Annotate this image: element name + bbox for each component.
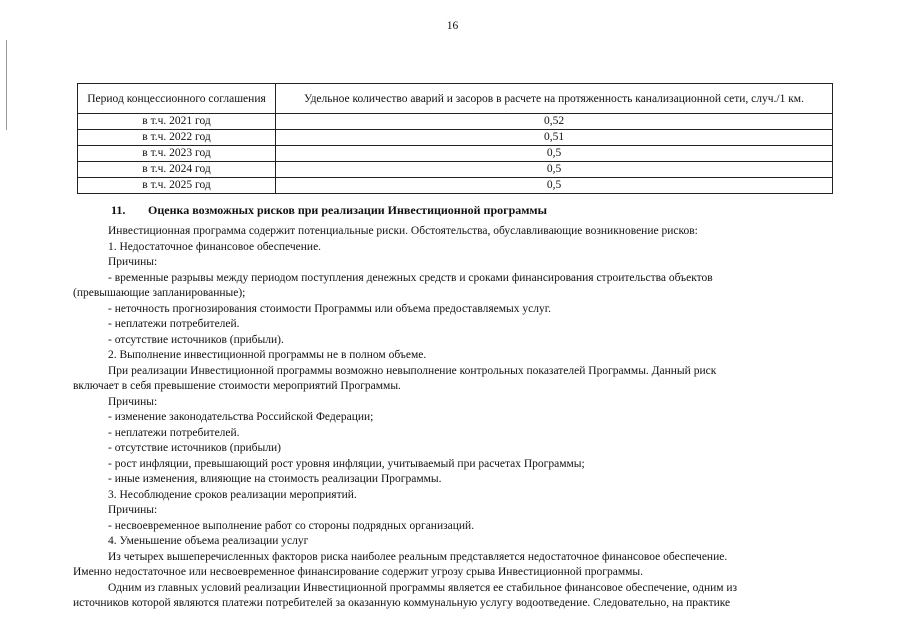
text-line: - иные изменения, влияющие на стоимость реализации Программы.: [108, 473, 442, 485]
period-cell: в т.ч. 2024 год: [78, 162, 276, 178]
rate-cell: 0,5: [276, 146, 833, 162]
text-line: Инвестиционная программа содержит потенциальные риски. Обстоятельства, обуславливающие возникновение рисков:: [108, 225, 698, 237]
rate-cell: 0,5: [276, 178, 833, 194]
text-line: источников которой являются платежи потребителей за оказанную коммунальную услугу водоотведение. Следовательно, на практике: [73, 597, 731, 609]
table-row: [78, 162, 833, 178]
text-line: - несвоевременное выполнение работ со стороны подрядных организаций.: [108, 519, 475, 532]
period-cell: в т.ч. 2021 год: [78, 114, 276, 130]
text-line: - временные разрывы между периодом поступления денежных средств и сроками финансирования строительства объектов: [108, 271, 713, 284]
period-cell: в т.ч. 2025 год: [78, 178, 276, 194]
text-line: - отсутствие источников (прибыли).: [108, 333, 284, 346]
text-line: 3. Несоблюдение сроков реализации мероприятий.: [108, 488, 357, 501]
table-row: [78, 146, 833, 162]
section-title: Оценка возможных рисков при реализации Инвестиционной программы: [148, 203, 547, 217]
text-line: Причины:: [108, 256, 158, 268]
text-line: - неплатежи потребителей.: [108, 426, 240, 439]
rate-cell: 0,52: [276, 114, 833, 130]
text-line: - отсутствие источников (прибыли): [108, 442, 281, 454]
text-line: Причины:: [108, 504, 158, 516]
scan-edge-line: [6, 40, 7, 130]
body-text: [73, 224, 833, 612]
column-header-period: Период концессионного соглашения: [78, 84, 276, 114]
period-cell: в т.ч. 2022 год: [78, 130, 276, 146]
text-line: - рост инфляции, превышающий рост уровня инфляции, учитываемый при расчетах Программы;: [108, 457, 585, 470]
text-line: Именно недостаточное или несвоевременное финансирование содержит угрозу срыва Инвестиционной программы.: [73, 566, 644, 578]
table-row: [78, 114, 833, 130]
text-line: - неточность прогнозирования стоимости Программы или объема предоставляемых услуг.: [108, 302, 551, 315]
text-line: включает в себя превышение стоимости мероприятий Программы.: [73, 380, 401, 392]
table-row: [78, 130, 833, 146]
text-line: Из четырех вышеперечисленных факторов риска наиболее реальным представляется недостаточное финансовое обеспечение.: [108, 550, 728, 563]
section-heading: [111, 203, 547, 218]
page-number: 16: [446, 20, 459, 32]
rate-cell: 0,5: [276, 162, 833, 178]
text-line: 4. Уменьшение объема реализации услуг: [108, 535, 309, 547]
section-number: 11.: [111, 203, 126, 217]
text-line: 1. Недостаточное финансовое обеспечение.: [108, 240, 322, 253]
period-cell: в т.ч. 2023 год: [78, 146, 276, 162]
accident-rate-table: [77, 83, 833, 194]
text-line: - изменение законодательства Российской Федерации;: [108, 411, 374, 423]
text-line: 2. Выполнение инвестиционной программы не в полном объеме.: [108, 349, 427, 361]
table-row: [78, 178, 833, 194]
text-line: - неплатежи потребителей.: [108, 318, 240, 330]
text-line: Одним из главных условий реализации Инвестиционной программы является ее стабильное финансовое обеспечение, одним из: [108, 581, 738, 594]
text-line: При реализации Инвестиционной программы возможно невыполнение контрольных показателей Программы. Данный риск: [108, 364, 717, 377]
rate-cell: 0,51: [276, 130, 833, 146]
text-line: Причины:: [108, 395, 158, 408]
table-header-row: [78, 84, 833, 114]
text-line: (превышающие запланированные);: [73, 287, 246, 299]
column-header-rate: Удельное количество аварий и засоров в расчете на протяженность канализационной сети, случ./1 км.: [276, 84, 833, 114]
